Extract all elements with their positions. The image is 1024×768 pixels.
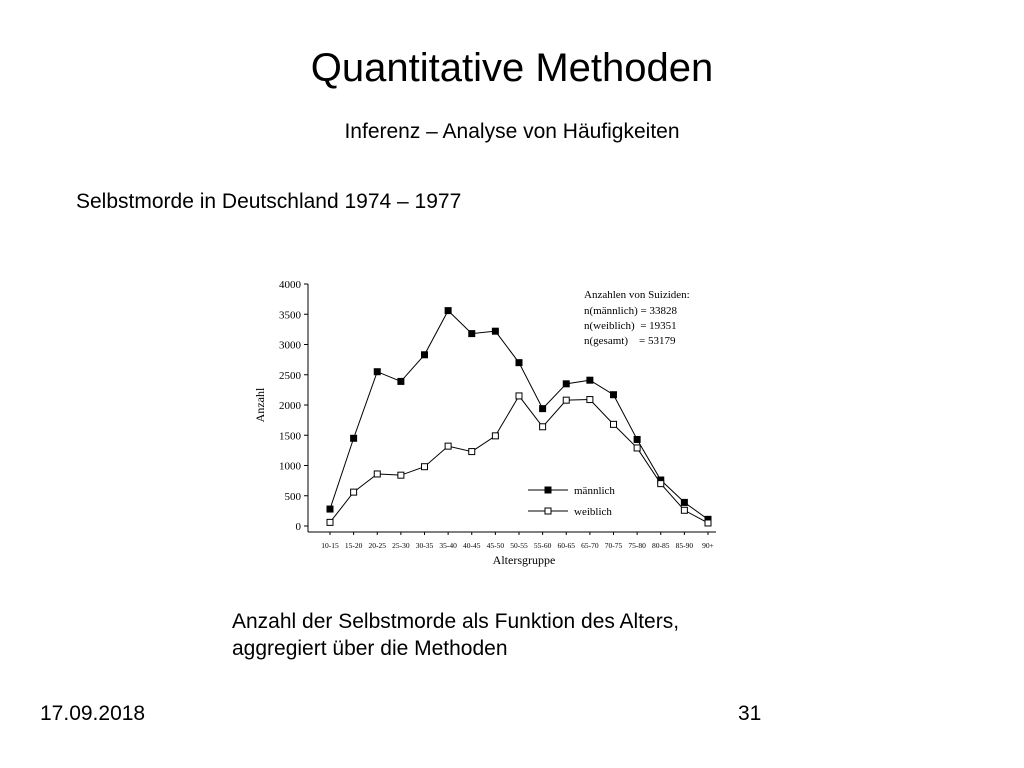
y-tick-label: 0	[295, 521, 301, 533]
x-tick-label: 25-30	[392, 541, 410, 550]
point-männlich	[398, 378, 404, 384]
x-tick-label: 90+	[702, 541, 714, 550]
point-weiblich	[422, 464, 428, 470]
point-männlich	[469, 331, 475, 337]
page-number: 31	[738, 702, 762, 725]
point-weiblich	[587, 397, 593, 403]
x-tick-label: 55-60	[533, 541, 552, 550]
y-tick-label: 3000	[279, 339, 301, 352]
point-weiblich	[705, 520, 711, 526]
annotation-line-total: n(gesamt) = 53179	[584, 335, 676, 347]
point-weiblich	[492, 433, 498, 439]
legend	[528, 485, 615, 518]
y-tick-label: 1500	[279, 430, 301, 443]
x-tick-label: 80-85	[652, 541, 670, 550]
x-tick-label: 30-35	[415, 541, 434, 550]
x-tick-label: 85-90	[675, 541, 694, 550]
annotation-box	[584, 289, 690, 347]
x-tick-label: 45-50	[486, 541, 505, 550]
footer-date: 17.09.2018	[40, 702, 146, 725]
series-line-weiblich	[330, 396, 708, 523]
caption-line-2: aggregiert über die Methoden	[232, 637, 508, 660]
point-weiblich	[516, 393, 522, 399]
x-tick-label: 50-55	[510, 541, 528, 550]
annotation-title: Anzahlen von Suiziden:	[584, 289, 690, 301]
legend-label: männlich	[574, 485, 615, 497]
point-männlich	[587, 377, 593, 383]
legend-marker	[545, 508, 551, 514]
x-tick-label: 65-70	[581, 541, 599, 550]
point-männlich	[492, 328, 498, 334]
x-axis	[308, 532, 716, 550]
x-tick-label: 10-15	[321, 541, 339, 550]
point-männlich	[445, 308, 451, 314]
x-tick-label: 75-80	[628, 541, 646, 550]
point-männlich	[611, 392, 617, 398]
x-tick-label: 60-65	[557, 541, 575, 550]
y-tick-label: 4000	[279, 279, 301, 291]
point-weiblich	[398, 472, 404, 478]
point-männlich	[563, 381, 569, 387]
caption-line-1: Anzahl der Selbstmorde als Funktion des Alters,	[232, 610, 680, 633]
point-weiblich	[540, 424, 546, 430]
point-männlich	[351, 435, 357, 441]
legend-marker	[545, 487, 551, 493]
chart-caption	[232, 608, 679, 662]
slide-subtitle: Inferenz – Analyse von Häufigkeiten	[344, 120, 680, 143]
y-axis	[279, 279, 308, 533]
point-männlich	[540, 406, 546, 412]
suicide-age-chart	[248, 268, 728, 578]
y-tick-label: 3500	[279, 309, 301, 322]
x-tick-label: 40-45	[463, 541, 481, 550]
point-männlich	[422, 352, 428, 358]
annotation-line-female: n(weiblich) = 19351	[584, 320, 677, 332]
point-weiblich	[563, 397, 569, 403]
point-weiblich	[611, 421, 617, 427]
slide-title: Quantitative Methoden	[310, 46, 714, 90]
x-axis-label: Altersgruppe	[492, 553, 556, 567]
point-männlich	[516, 360, 522, 366]
x-tick-label: 35-40	[439, 541, 457, 550]
y-tick-label: 1000	[279, 460, 301, 473]
point-männlich	[327, 506, 333, 512]
point-weiblich	[351, 489, 357, 495]
point-weiblich	[658, 481, 664, 487]
point-weiblich	[469, 449, 475, 455]
annotation-line-male: n(männlich) = 33828	[584, 305, 677, 317]
point-weiblich	[374, 471, 380, 477]
y-tick-label: 2500	[279, 369, 301, 382]
point-weiblich	[327, 519, 333, 525]
y-tick-label: 2000	[279, 400, 301, 412]
legend-label: weiblich	[574, 506, 612, 518]
x-tick-label: 15-20	[344, 541, 363, 550]
y-axis-label: Anzahl	[253, 387, 267, 423]
x-tick-label: 70-75	[604, 541, 623, 550]
point-männlich	[374, 369, 380, 375]
x-tick-label: 20-25	[368, 541, 386, 550]
point-weiblich	[445, 443, 451, 449]
y-tick-label: 500	[284, 490, 301, 503]
point-männlich	[681, 499, 687, 505]
topic-heading: Selbstmorde in Deutschland 1974 – 1977	[76, 190, 462, 213]
point-weiblich	[681, 507, 687, 513]
point-weiblich	[634, 445, 640, 451]
point-männlich	[634, 436, 640, 442]
